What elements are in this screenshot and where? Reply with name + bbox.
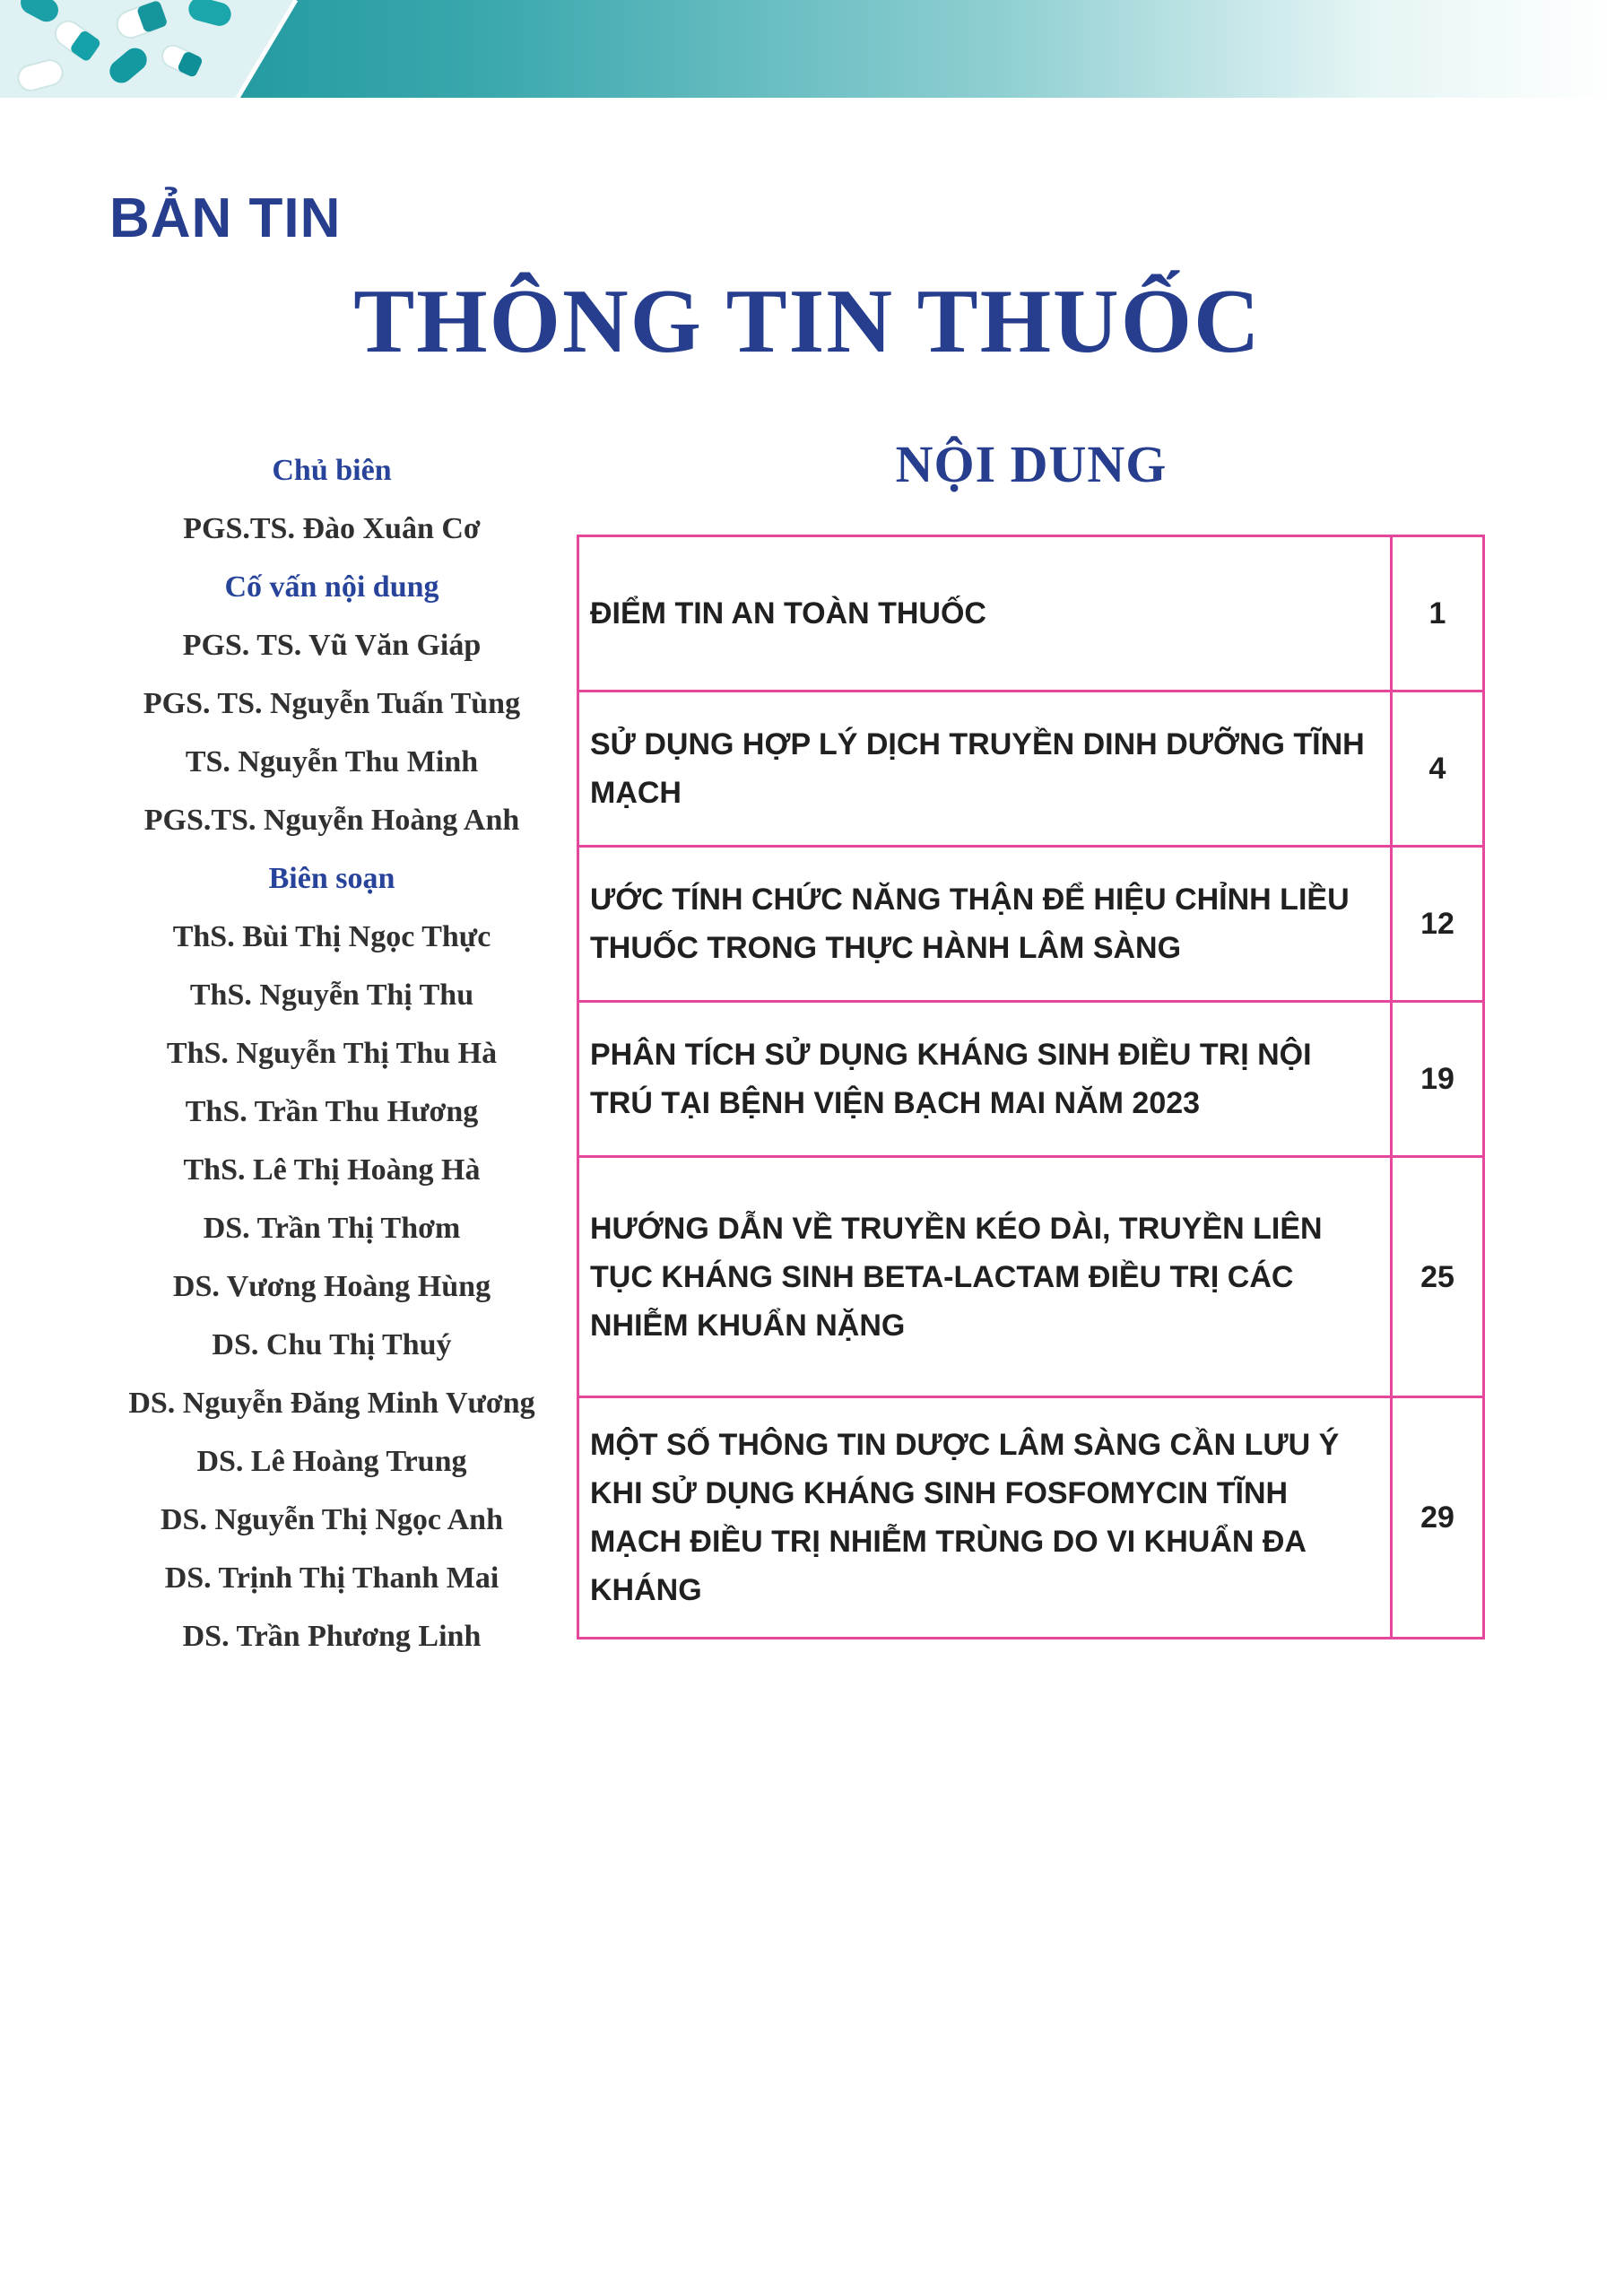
- toc-item-title: HƯỚNG DẪN VỀ TRUYỀN KÉO DÀI, TRUYỀN LIÊN TỤC KHÁNG SINH BETA-LACTAM ĐIỀU TRỊ CÁC NHIỄM KHUẨN NẶNG: [578, 1157, 1392, 1397]
- header-banner: [0, 0, 1615, 98]
- bulletin-title: THÔNG TIN THUỐC: [353, 271, 1262, 372]
- toc-item-title: ĐIỂM TIN AN TOÀN THUỐC: [578, 536, 1392, 691]
- toc-item-page: 1: [1392, 536, 1484, 691]
- toc-item-page: 12: [1392, 847, 1484, 1002]
- toc-table: [577, 535, 1485, 1639]
- toc-row[interactable]: [578, 1002, 1484, 1157]
- capsule-pills-graphic: [0, 0, 305, 98]
- board-member-name: ThS. Lê Thị Hoàng Hà: [183, 1153, 481, 1187]
- editorial-board: [99, 441, 565, 1665]
- board-member-name: DS. Nguyễn Thị Ngọc Anh: [161, 1503, 503, 1536]
- board-member-name: PGS. TS. Nguyễn Tuấn Tùng: [143, 687, 521, 720]
- toc-item-title: MỘT SỐ THÔNG TIN DƯỢC LÂM SÀNG CẦN LƯU Ý KHI SỬ DỤNG KHÁNG SINH FOSFOMYCIN TĨNH MẠCH ĐIỀU TRỊ NHIỄM TRÙNG DO VI KHUẨN ĐA KHÁNG: [578, 1397, 1392, 1639]
- board-member-name: DS. Vương Hoàng Hùng: [172, 1270, 491, 1303]
- board-member-name: DS. Trần Phương Linh: [182, 1620, 482, 1653]
- bulletin-kicker: BẢN TIN: [109, 187, 342, 249]
- toc-row[interactable]: [578, 691, 1484, 847]
- board-member-name: DS. Nguyễn Đăng Minh Vương: [128, 1387, 535, 1420]
- board-member-name: PGS.TS. Đào Xuân Cơ: [183, 512, 481, 545]
- toc-item-title: PHÂN TÍCH SỬ DỤNG KHÁNG SINH ĐIỀU TRỊ NỘI TRÚ TẠI BỆNH VIỆN BẠCH MAI NĂM 2023: [578, 1002, 1392, 1157]
- toc-row[interactable]: [578, 536, 1484, 691]
- toc-row[interactable]: [578, 1157, 1484, 1397]
- board-member-name: PGS. TS. Vũ Văn Giáp: [182, 629, 482, 662]
- board-role-heading: Biên soạn: [268, 862, 395, 895]
- board-member-name: ThS. Nguyễn Thị Thu Hà: [166, 1037, 498, 1070]
- toc-row[interactable]: [578, 847, 1484, 1002]
- board-role-heading: Cố vấn nội dung: [224, 570, 439, 604]
- board-member-name: DS. Lê Hoàng Trung: [196, 1445, 467, 1478]
- toc-item-page: 4: [1392, 691, 1484, 847]
- board-member-name: TS. Nguyễn Thu Minh: [185, 745, 479, 778]
- board-member-name: DS. Chu Thị Thuý: [212, 1328, 452, 1361]
- toc-item-page: 19: [1392, 1002, 1484, 1157]
- board-member-name: DS. Trịnh Thị Thanh Mai: [164, 1561, 499, 1595]
- toc-item-page: 25: [1392, 1157, 1484, 1397]
- board-member-name: ThS. Bùi Thị Ngọc Thực: [172, 920, 491, 953]
- toc-item-title: SỬ DỤNG HỢP LÝ DỊCH TRUYỀN DINH DƯỠNG TĨNH MẠCH: [578, 691, 1392, 847]
- toc-item-title: ƯỚC TÍNH CHỨC NĂNG THẬN ĐỂ HIỆU CHỈNH LIỀU THUỐC TRONG THỰC HÀNH LÂM SÀNG: [578, 847, 1392, 1002]
- toc-heading: NỘI DUNG: [895, 435, 1168, 493]
- board-member-name: ThS. Nguyễn Thị Thu: [189, 978, 474, 1012]
- toc-item-page: 29: [1392, 1397, 1484, 1639]
- toc-row[interactable]: [578, 1397, 1484, 1639]
- board-member-name: PGS.TS. Nguyễn Hoàng Anh: [143, 804, 520, 837]
- board-role-heading: Chủ biên: [272, 454, 392, 487]
- board-member-name: ThS. Trần Thu Hương: [185, 1095, 479, 1128]
- board-member-name: DS. Trần Thị Thơm: [203, 1212, 461, 1245]
